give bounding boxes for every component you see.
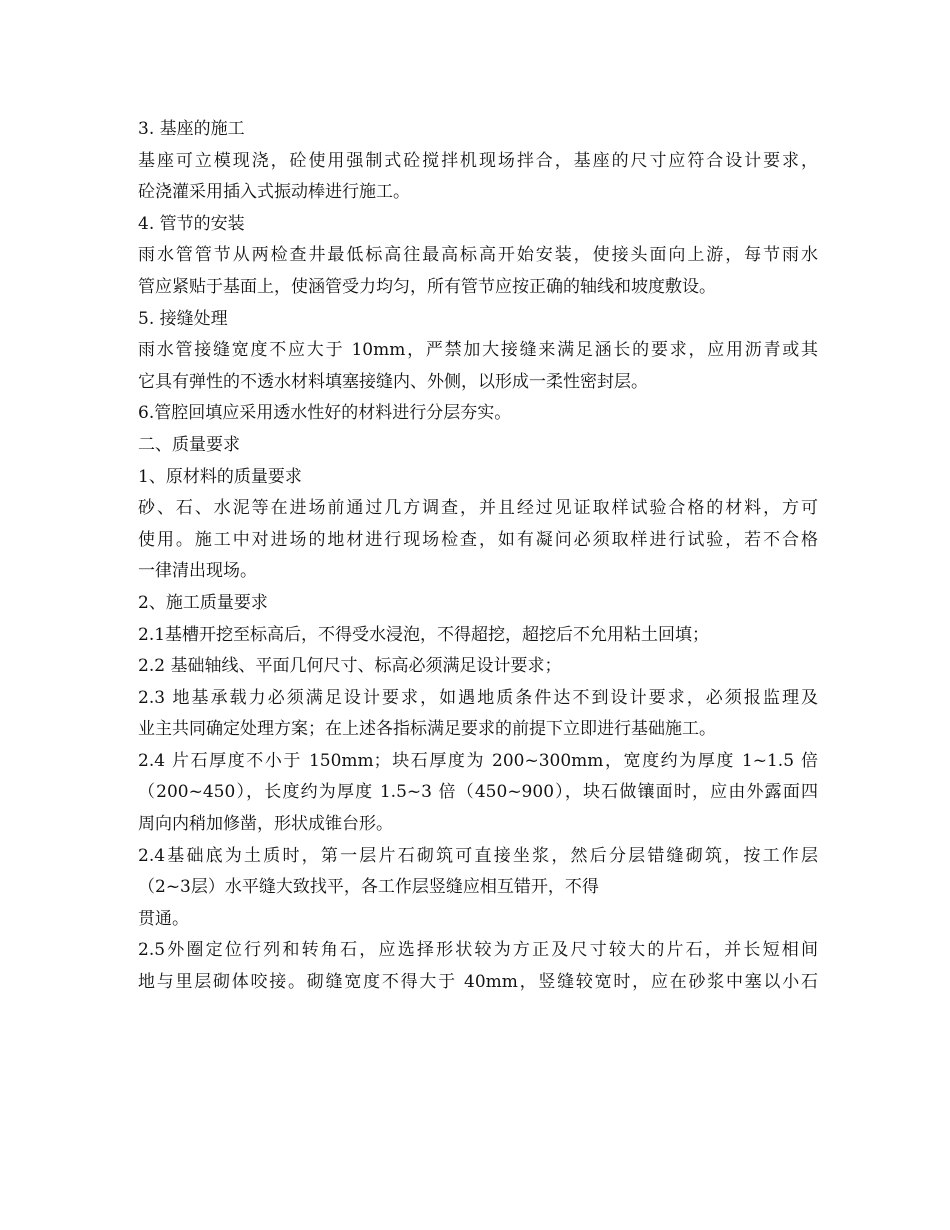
text-line: 2.4 片石厚度不小于 150mm；块石厚度为 200~300mm，宽度约为厚度 1~1.5 倍 <box>138 750 818 771</box>
text-line: 2.5外圈定位行列和转角石，应选择形状较为方正及尺寸较大的片石，并长短相间 <box>138 940 818 961</box>
text-line: 贯通。 <box>138 908 189 929</box>
text-line: 2.4基础底为土质时，第一层片石砌筑可直接坐浆，然后分层错缝砌筑，按工作层 <box>138 845 818 866</box>
text-line: 业主共同确定处理方案；在上述各指标满足要求的前提下立即进行基础施工。 <box>138 719 716 740</box>
text-line: 砂、石、水泥等在进场前通过几方调查，并且经过见证取样试验合格的材料，方可 <box>138 498 818 519</box>
text-line: 1、原材料的质量要求 <box>138 466 302 487</box>
text-line: 二、质量要求 <box>138 434 240 455</box>
text-line: 使用。施工中对进场的地材进行现场检查，如有凝问必须取样进行试验，若不合格 <box>138 529 818 550</box>
text-line: 管应紧贴于基面上，使涵管受力均匀，所有管节应按正确的轴线和坡度敷设。 <box>138 276 716 297</box>
text-line: 一律清出现场。 <box>138 561 257 582</box>
text-line: 3. 基座的施工 <box>138 119 245 139</box>
text-line: （200~450），长度约为厚度 1.5~3 倍（450~900），块石做镶面时，应由外露面四 <box>138 782 818 803</box>
document-body <box>138 114 818 999</box>
text-line: 周向内稍加修凿，形状成锥台形。 <box>138 814 393 835</box>
text-line: 5. 接缝处理 <box>138 308 228 329</box>
text-line: 地与里层砌体咬接。砌缝宽度不得大于 40mm，竖缝较宽时，应在砂浆中塞以小石 <box>138 972 818 993</box>
text-line: 雨水管管节从两检查井最低标高往最高标高开始安装，使接头面向上游，每节雨水 <box>138 245 818 266</box>
text-line: 2.3 地基承载力必须满足设计要求，如遇地质条件达不到设计要求，必须报监理及 <box>138 687 818 708</box>
text-line: 砼浇灌采用插入式振动棒进行施工。 <box>138 182 410 203</box>
text-line: 基座可立模现浇，砼使用强制式砼搅拌机现场拌合，基座的尺寸应符合设计要求， <box>138 150 818 171</box>
text-line: 2.1基槽开挖至标高后，不得受水浸泡，不得超挖，超挖后不允用粘土回填； <box>138 624 710 645</box>
text-line: 雨水管接缝宽度不应大于 10mm，严禁加大接缝来满足涵长的要求，应用沥青或其 <box>138 340 818 361</box>
text-line: 6.管腔回填应采用透水性好的材料进行分层夯实。 <box>138 403 512 424</box>
text-line: 它具有弹性的不透水材料填塞接缝内、外侧，以形成一柔性密封层。 <box>138 371 648 392</box>
text-line: 2.2 基础轴线、平面几何尺寸、标高必须满足设计要求； <box>138 656 562 677</box>
text-line: 4. 管节的安装 <box>138 213 245 234</box>
text-line: （2~3层）水平缝大致找平，各工作层竖缝应相互错开，不得 <box>138 877 599 898</box>
text-line: 2、施工质量要求 <box>138 592 268 613</box>
